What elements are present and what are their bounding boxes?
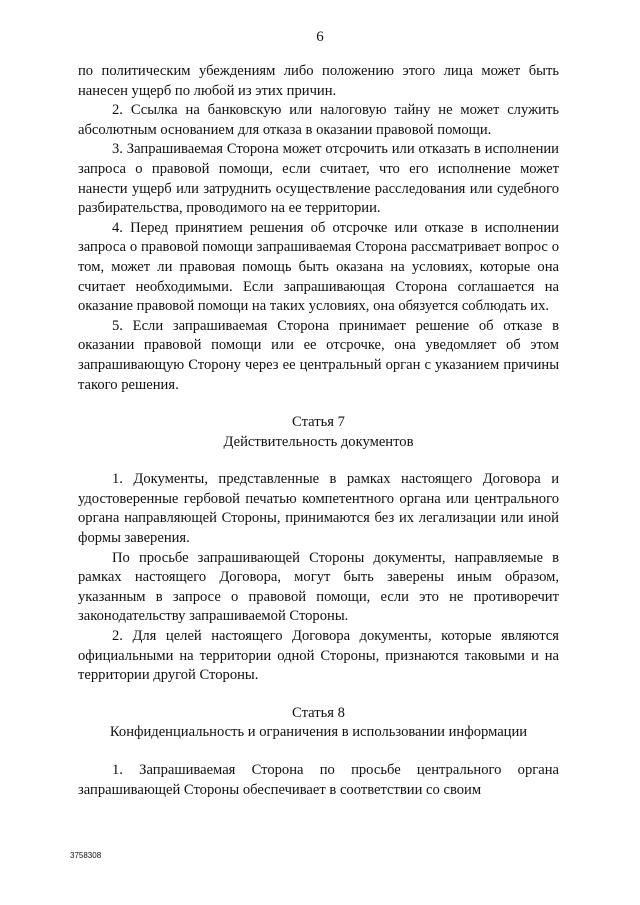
article-7-heading <box>78 413 559 452</box>
paragraph-2: 2. Ссылка на банковскую или налоговую тайну не может служить абсолютным основанием для отказа в оказании правовой помощи. <box>78 102 559 138</box>
article-7-number: Статья 7 <box>292 414 345 431</box>
article-7-paragraph-1: 1. Документы, представленные в рамках настоящего Договора и удостоверенные гербовой печатью компетентного органа или центрального органа направляющей Стороны, принимаются без их легализации или иной формы заверения. <box>78 471 559 547</box>
paragraph-4: 4. Перед принятием решения об отсрочке или отказе в исполнении запроса о правовой помощи запрашиваемая Сторона рассматривает вопрос о том, может ли правовая помощь быть оказана на условиях, которые она считает необходимыми. Если запрашивающая Сторона соглашается на оказание правовой помощи на таких условиях, она обязуется соблюдать их. <box>78 219 559 315</box>
paragraph-continuation: по политическим убеждениям либо положению этого лица может быть нанесен ущерб по любой из этих причин. <box>78 63 559 99</box>
paragraph-3: 3. Запрашиваемая Сторона может отсрочить или отказать в исполнении запроса о правовой помощи, если считает, что его исполнение может нанести ущерб или затруднить осуществление расследования или судебного разбирательства, проводимого на ее территории. <box>78 141 559 217</box>
document-body <box>78 62 559 800</box>
article-7-title: Действительность документов <box>223 433 414 450</box>
article-8-number: Статья 8 <box>292 704 345 721</box>
article-7-paragraph-1b: По просьбе запрашивающей Стороны документы, направляемые в рамках настоящего Договора, могут быть заверены иным образом, указанным в запросе о правовой помощи, если это не противоречит законодательству запрашиваемой Стороны. <box>78 549 559 625</box>
article-8-heading <box>78 704 559 743</box>
page-number: 6 <box>316 29 324 45</box>
article-7-paragraph-2: 2. Для целей настоящего Договора документы, которые являются официальными на территории одной Стороны, признаются таковыми и на территории другой Стороны. <box>78 628 559 684</box>
document-code: 3758308 <box>70 851 102 860</box>
article-8-paragraph-1: 1. Запрашиваемая Сторона по просьбе центрального органа запрашивающей Стороны обеспечивает в соответствии со своим <box>78 762 559 798</box>
article-8-title: Конфиденциальность и ограничения в использовании информации <box>109 724 528 741</box>
paragraph-5: 5. Если запрашиваемая Сторона принимает решение об отказе в оказании правовой помощи или ее отсрочке, она уведомляет об этом запрашивающую Сторону через ее центральный орган с указанием причины такого решения. <box>78 317 559 393</box>
